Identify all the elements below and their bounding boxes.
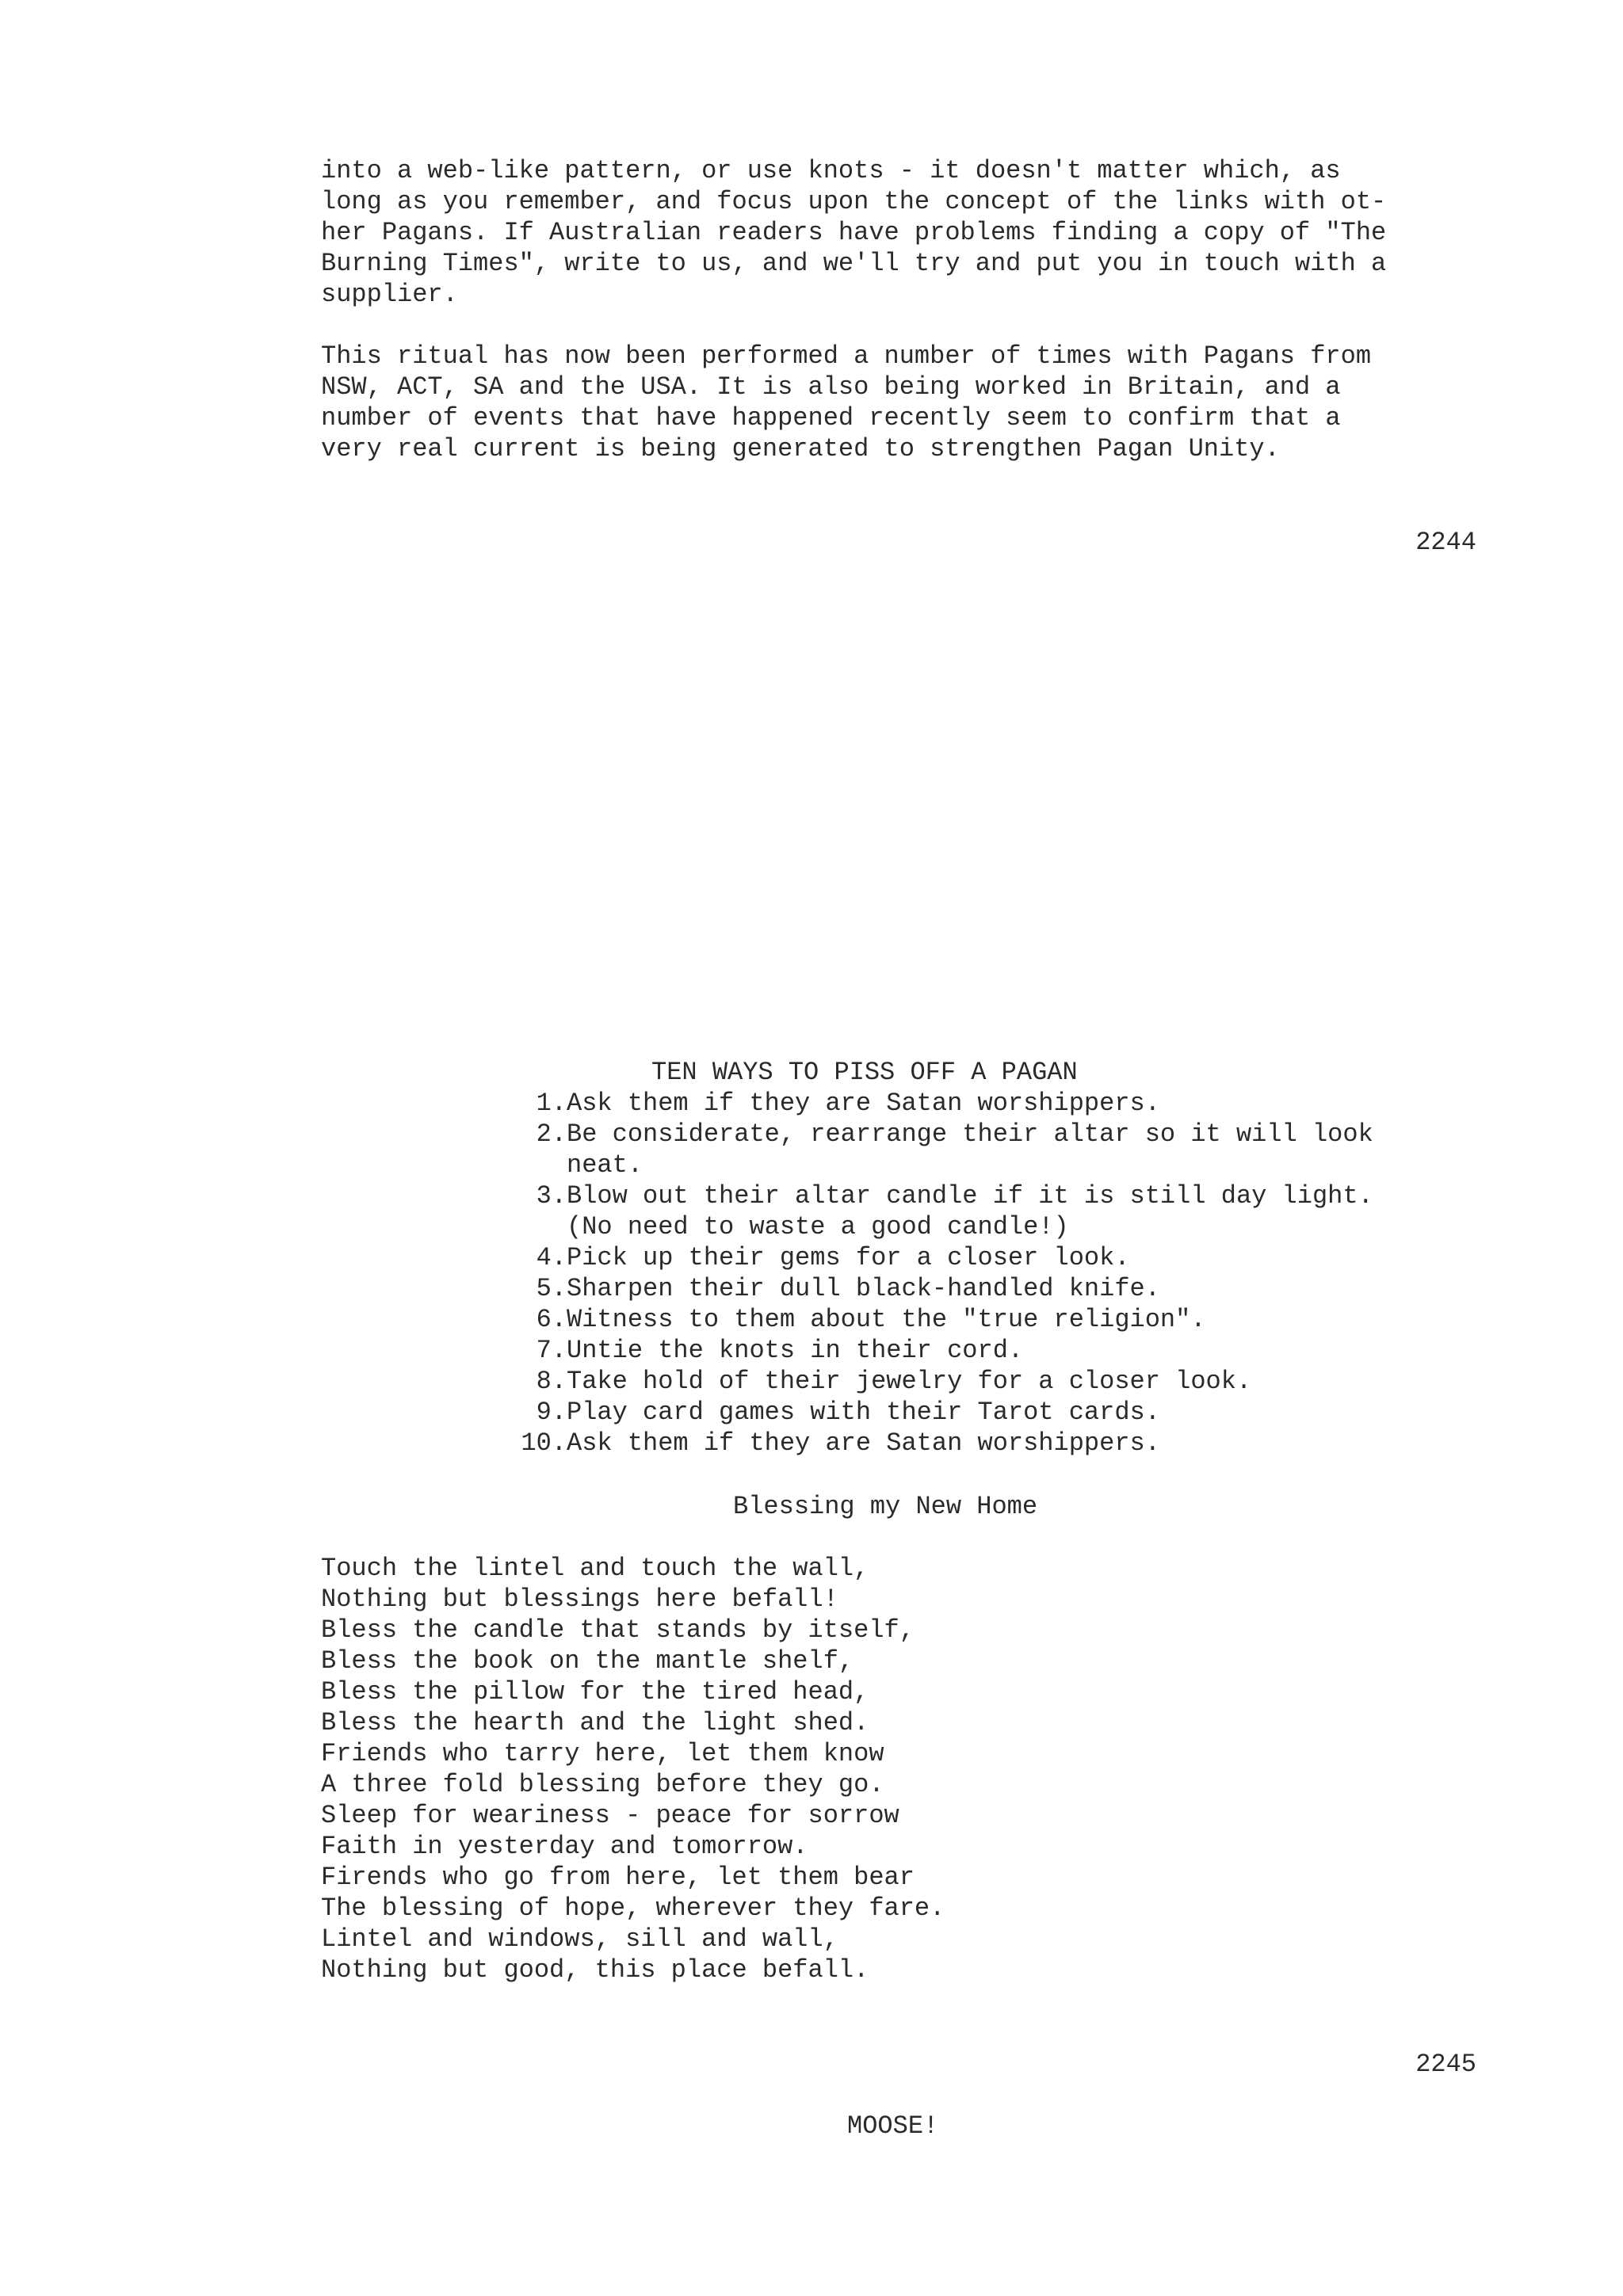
list-text: Witness to them about the "true religion". bbox=[567, 1305, 1206, 1334]
list-number: 9. bbox=[536, 1398, 567, 1427]
text-line: Burning Times", write to us, and we'll try and put you in touch with a bbox=[321, 249, 1387, 278]
list-item bbox=[499, 1119, 1373, 1150]
list-number: 7. bbox=[536, 1336, 567, 1365]
list-item bbox=[499, 1397, 1373, 1428]
list-item bbox=[499, 1273, 1373, 1304]
poem-line: A three fold blessing before they go. bbox=[321, 1770, 884, 1799]
list-item bbox=[499, 1088, 1373, 1119]
list-item bbox=[499, 1366, 1373, 1397]
poem-line: Bless the pillow for the tired head, bbox=[321, 1677, 869, 1707]
list-number: 6. bbox=[536, 1305, 567, 1334]
text-line: her Pagans. If Australian readers have problems finding a copy of "The bbox=[321, 218, 1387, 247]
list-item bbox=[499, 1180, 1373, 1211]
list-item bbox=[499, 1335, 1373, 1366]
text-line: number of events that have happened recently seem to confirm that a bbox=[321, 403, 1341, 433]
list-text: Play card games with their Tarot cards. bbox=[567, 1398, 1160, 1427]
poem-line: Nothing but blessings here befall! bbox=[321, 1585, 838, 1614]
poem-line: Firends who go from here, let them bear bbox=[321, 1863, 915, 1892]
list-number: 3. bbox=[536, 1181, 567, 1211]
poem-line: Nothing but good, this place befall. bbox=[321, 1955, 869, 1985]
list-number: 10. bbox=[521, 1428, 567, 1458]
poem-line: Bless the hearth and the light shed. bbox=[321, 1708, 869, 1737]
list-text: Untie the knots in their cord. bbox=[567, 1336, 1024, 1365]
list-text: Blow out their altar candle if it is still day light. bbox=[567, 1181, 1373, 1211]
ten-ways-title: TEN WAYS TO PISS OFF A PAGAN bbox=[651, 1058, 1078, 1087]
blessing-title: Blessing my New Home bbox=[733, 1492, 1038, 1521]
poem-line: Bless the candle that stands by itself, bbox=[321, 1615, 915, 1645]
list-text: Ask them if they are Satan worshippers. bbox=[567, 1428, 1160, 1458]
list-item bbox=[499, 1428, 1373, 1459]
poem-line: Faith in yesterday and tomorrow. bbox=[321, 1832, 808, 1861]
second-paragraph bbox=[321, 341, 1478, 464]
page-number: 2245 bbox=[1415, 2050, 1476, 2079]
list-text: Be considerate, rearrange their altar so it will look bbox=[567, 1119, 1373, 1149]
moose-heading: MOOSE! bbox=[847, 2111, 939, 2141]
text-line: This ritual has now been performed a number of times with Pagans from bbox=[321, 341, 1372, 371]
list-continuation: neat. bbox=[567, 1150, 643, 1180]
poem-line: Lintel and windows, sill and wall, bbox=[321, 1924, 838, 1954]
list-item bbox=[499, 1304, 1373, 1335]
text-line: long as you remember, and focus upon the concept of the links with ot- bbox=[321, 187, 1387, 216]
poem-line: Bless the book on the mantle shelf, bbox=[321, 1646, 854, 1676]
text-line: supplier. bbox=[321, 280, 458, 309]
poem-line: Sleep for weariness - peace for sorrow bbox=[321, 1801, 899, 1830]
list-text: Take hold of their jewelry for a closer look. bbox=[567, 1367, 1252, 1396]
list-text: Ask them if they are Satan worshippers. bbox=[567, 1089, 1160, 1118]
text-line: very real current is being generated to strengthen Pagan Unity. bbox=[321, 434, 1280, 463]
text-line: into a web-like pattern, or use knots - it doesn't matter which, as bbox=[321, 156, 1341, 185]
list-continuation: (No need to waste a good candle!) bbox=[567, 1212, 1069, 1241]
poem-line: The blessing of hope, wherever they fare. bbox=[321, 1894, 945, 1923]
list-number: 2. bbox=[536, 1119, 567, 1149]
list-number: 8. bbox=[536, 1367, 567, 1396]
list-number: 5. bbox=[536, 1274, 567, 1303]
list-number: 4. bbox=[536, 1243, 567, 1272]
list-text: Pick up their gems for a closer look. bbox=[567, 1243, 1130, 1272]
ten-ways-list bbox=[499, 1088, 1373, 1459]
blessing-poem bbox=[321, 1553, 1478, 1985]
list-item bbox=[499, 1242, 1373, 1273]
list-number: 1. bbox=[536, 1089, 567, 1118]
text-line: NSW, ACT, SA and the USA. It is also being worked in Britain, and a bbox=[321, 372, 1341, 402]
page-number: 2244 bbox=[1415, 528, 1476, 557]
top-paragraph bbox=[321, 155, 1478, 310]
poem-line: Friends who tarry here, let them know bbox=[321, 1739, 884, 1768]
poem-line: Touch the lintel and touch the wall, bbox=[321, 1554, 869, 1583]
list-text: Sharpen their dull black-handled knife. bbox=[567, 1274, 1160, 1303]
